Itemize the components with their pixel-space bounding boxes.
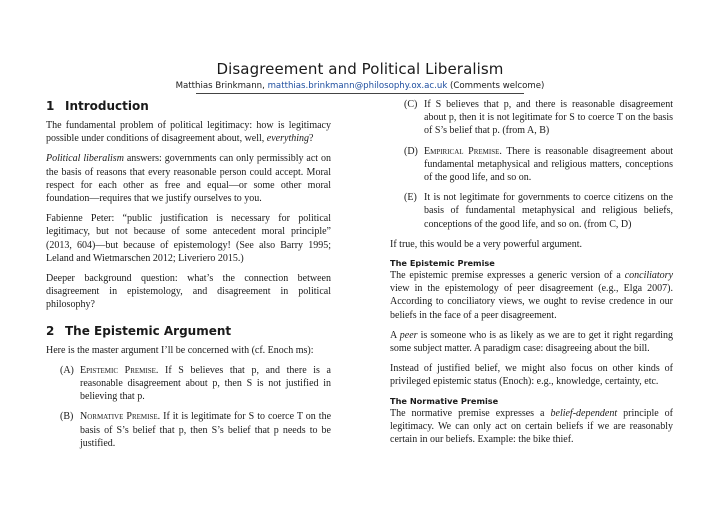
author-name: Matthias Brinkmann,	[175, 81, 265, 91]
comments-note: (Comments welcome)	[450, 81, 545, 91]
intro-paragraph-3: Fabienne Peter: “public justification is necessary for political legitimacy, but not because of some antecedent moral principle” (2013, 604)—but because of epistemology! (See also Barry 1995; Leland and Wietmarschen 2012; Liveriero 2015.)	[46, 213, 331, 264]
argument-intro: Here is the master argument I’ll be concerned with (cf. Enoch ms):	[46, 344, 314, 356]
premise-b: (B) Normative Premise. If it is legitimate for S to coerce T on the basis of S’s belief that p, then S’s belief that p needs to be justified.	[60, 411, 332, 449]
subheading-normative-premise: The Normative Premise	[390, 395, 499, 406]
intro-paragraph-2: Political liberalism answers: governments can only permissibly act on the basis of reasons that every reasonable person could accept. Moral respect for each other as free and equal—or some other moral foundation—requires that we justify ourselves to you.	[46, 153, 331, 205]
section-epistemic-argument-heading: 2 The Epistemic Argument	[46, 323, 232, 338]
conclusion-c: (C) If S believes that p, and there is reasonable disagreement about p, then it is not legitimate for S to coerce T on the basis of S’s belief that p. (from A, B)	[404, 99, 673, 137]
epistemic-premise-paragraph-2: A peer is someone who is as likely as we are to get it right regarding some subject matter. A paradigm case: disagreeing about the bill.	[390, 329, 673, 355]
section-introduction-heading: 1 Introduction	[46, 99, 149, 113]
premise-d: (D) Empirical Premise. There is reasonable disagreement about fundamental metaphysical and religious matters, conceptions of the good life, and so on.	[404, 145, 673, 184]
intro-paragraph-1: The fundamental problem of political legitimacy: how is legitimacy possible under conditions of disagreement about, well, everything?	[46, 120, 331, 145]
byline	[0, 81, 720, 91]
epistemic-premise-paragraph-1: The epistemic premise expresses a generic version of a conciliatory view in the epistemology of peer disagreement (e.g., Elga 2007). According to conciliatory views, we ought to revise credence in our beliefs in the face of a peer disagreement.	[390, 270, 674, 321]
premise-a: (A) Epistemic Premise. If S believes that p, and there is a reasonable disagreement about p, then S is not justified in believing that p.	[60, 364, 331, 403]
intro-paragraph-4: Deeper background question: what’s the connection between disagreement in epistemology, and disagreement in political philosophy?	[46, 273, 331, 311]
subheading-epistemic-premise: The Epistemic Premise	[390, 258, 495, 269]
left-column	[46, 98, 331, 450]
epistemic-premise-paragraph-3: Instead of justified belief, we might also focus on other kinds of privileged epistemic status (Enoch): e.g., knowledge, certainty, etc.	[390, 363, 673, 388]
conclusion-e: (E) It is not legitimate for governments to coerce citizens on the basis of fundamental metaphysical and religious beliefs, conceptions of the good life, and so on. (from C, D)	[404, 192, 673, 230]
header-rule	[196, 93, 524, 94]
author-email-link[interactable]: matthias.brinkmann@philosophy.ox.ac.uk	[267, 81, 448, 91]
right-column	[390, 98, 673, 446]
normative-premise-paragraph: The normative premise expresses a belief-dependent principle of legitimacy. We can only act on certain beliefs if we are reasonably certain in our beliefs. Example: the bike thief.	[390, 407, 674, 446]
powerful-argument-note: If true, this would be a very powerful argument.	[390, 238, 582, 250]
paper-title: Disagreement and Political Liberalism	[216, 60, 504, 78]
